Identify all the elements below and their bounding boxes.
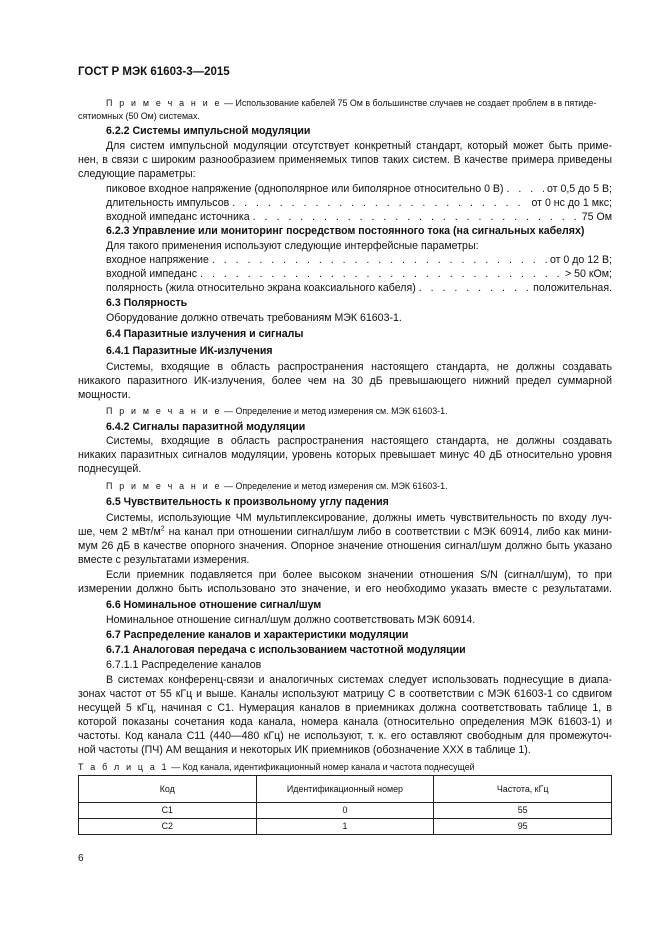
- table-cell: С2: [79, 819, 257, 835]
- parameter-value: 75 Ом: [581, 211, 612, 223]
- parameter-value: положительная.: [533, 282, 612, 294]
- note-label: П р и м е ч а н и е: [106, 406, 222, 416]
- section-heading-6-5: 6.5 Чувствительность к произвольному углу падения: [106, 496, 389, 508]
- paragraph-line: мум 26 дБ в качестве опорного значения. Опорное значение отношения сигнал/шум должно быть указано: [78, 540, 612, 552]
- parameter-value: от 0 нс до 1 мкс;: [531, 197, 612, 209]
- paragraph-line: Системы, входящие в область распространения настоящего стандарта, не должны создавать: [106, 361, 612, 373]
- parameter-value: от 0 до 12 В;: [549, 254, 612, 266]
- column-header: Идентификационный номер: [256, 776, 434, 803]
- table-row: [79, 819, 612, 835]
- paragraph-line: измерении должно быть использовано это значение, и его необходимо указать вместе с результатами.: [78, 583, 612, 595]
- note-paragraph: [106, 479, 448, 494]
- section-heading-6-7-1: 6.7.1 Аналоговая передача с использованием частотной модуляции: [106, 644, 466, 656]
- parameter-row: [106, 281, 612, 296]
- paragraph-line: Системы, входящие в область распространения настоящего стандарта, не должны создавать: [106, 435, 612, 447]
- paragraph-line: В системах конференц-связи и аналогичных системах следует использовать поднесущие в диапа-: [106, 674, 612, 686]
- paragraph-line: Оборудование должно отвечать требованиям МЭК 61603-1.: [106, 312, 402, 324]
- leader-dots: [419, 281, 530, 296]
- paragraph-line: нен, в связи с широким разнообразием применяемых типов таких систем. В качестве примера приведены: [78, 154, 612, 166]
- superscript: 2: [160, 525, 165, 533]
- leader-dots: [507, 182, 544, 197]
- note-text: — Определение и метод измерения см. МЭК 61603-1.: [221, 406, 448, 416]
- table-caption-text: — Код канала, идентификационный номер канала и частота поднесущей: [168, 762, 475, 772]
- channel-table: [78, 775, 612, 835]
- note-text: — Определение и метод измерения см. МЭК 61603-1.: [221, 481, 448, 491]
- leader-dots: [253, 210, 579, 225]
- section-heading-6-3: 6.3 Полярность: [106, 297, 188, 309]
- section-heading-6-6: 6.6 Номинальное отношение сигнал/шум: [106, 599, 322, 611]
- paragraph-line: ной частоты (ПЧ) АМ вещания и некоторых ИК приемников (обозначение ХХХ в таблице 1).: [78, 744, 531, 756]
- section-heading-6-4-1: 6.4.1 Паразитные ИК-излучения: [106, 345, 273, 357]
- parameter-row: [106, 253, 612, 268]
- paragraph-line: частоты. Код канала С11 (440—480 кГц) не используют, т. к. его оставляют свободным для промежуточ-: [78, 730, 612, 742]
- parameter-name: входной импеданс источника: [106, 211, 250, 223]
- table-cell: 95: [434, 819, 612, 835]
- parameter-row: [106, 267, 612, 282]
- note-text: — Использование кабелей 75 Ом в большинстве случаев не создает проблем в в пятиде-: [221, 98, 597, 108]
- table-caption: [78, 760, 475, 775]
- paragraph-line: Системы, использующие ЧМ мультиплексирование, должны иметь чувствительность по входу луч-: [106, 512, 612, 524]
- paragraph-line: [78, 525, 612, 540]
- document-header: ГОСТ Р МЭК 61603-3—2015: [78, 66, 230, 78]
- paragraph-line: мощности.: [78, 389, 131, 401]
- leader-dots: [232, 196, 528, 211]
- column-header: Частота, кГц: [434, 776, 612, 803]
- paragraph-line: Номинальное отношение сигнал/шум должно соответствовать МЭК 60914.: [106, 614, 476, 626]
- paragraph-line: никаких паразитных сигналов модуляции, уровень которых превышает минус 40 дБ относительно уровня: [78, 449, 612, 461]
- table-cell: 1: [256, 819, 434, 835]
- paragraph-line: Если приемник подавляется при более высоком значении отношения S/N (сигнал/шум), то при: [106, 569, 612, 581]
- text-run: на канал при отношении сигнал/шум либо в соответствии с МЭК 60914, либо как мини-: [164, 526, 612, 538]
- table-caption-label: Т а б л и ц а 1: [78, 762, 169, 772]
- text-run: ше, чем 2 мВт/м: [78, 526, 161, 538]
- table-cell: 0: [256, 803, 434, 819]
- table-header-row: [79, 776, 612, 803]
- section-heading-6-7: 6.7 Распределение каналов и характеристики модуляции: [106, 629, 409, 641]
- paragraph-line: поднесущей.: [78, 463, 142, 475]
- paragraph-line: никакого паразитного ИК-излучения, более чем на 30 дБ превышающего нижний предел суммарной: [78, 375, 612, 387]
- note-label: П р и м е ч а н и е: [106, 481, 222, 491]
- parameter-name: длительность импульсов: [106, 197, 230, 209]
- section-heading-6-4-2: 6.4.2 Сигналы паразитной модуляции: [106, 421, 306, 433]
- section-heading-6-2-3: 6.2.3 Управление или мониторинг посредством постоянного тока (на сигнальных кабелях): [106, 225, 585, 237]
- section-heading-6-2-2: 6.2.2 Системы импульсной модуляции: [106, 125, 311, 137]
- leader-dots: [200, 267, 562, 282]
- parameter-value: от 0,5 до 5 В;: [547, 183, 612, 195]
- parameter-row: [106, 182, 612, 197]
- paragraph-line: несущей 5 кГц, начиная с С1. Нумерация каналов в приемниках должна соответствовать таблице 1, в: [78, 702, 612, 714]
- parameter-row: [106, 210, 612, 225]
- note-paragraph: [106, 404, 448, 419]
- parameter-name: входной импеданс: [106, 268, 198, 280]
- page-number: 6: [78, 853, 84, 864]
- table-cell: 55: [434, 803, 612, 819]
- section-heading-6-4: 6.4 Паразитные излучения и сигналы: [106, 328, 304, 340]
- paragraph-line: Для такого применения используют следующие интерфейсные параметры:: [106, 240, 479, 252]
- section-heading-6-7-1-1: 6.7.1.1 Распределение каналов: [106, 659, 262, 671]
- table-row: [79, 803, 612, 819]
- paragraph-line: которой показаны сочетания кода канала, номера канала (относительно определения МЭК 61603-1) и: [78, 716, 612, 728]
- paragraph-line: вместе с результатами измерения.: [78, 554, 250, 566]
- parameter-row: [106, 196, 612, 211]
- parameter-name: полярность (жила относительно экрана коаксиального кабеля): [106, 282, 416, 294]
- note-label: П р и м е ч а н и е: [106, 98, 222, 108]
- leader-dots: [212, 253, 547, 268]
- note-continuation: сятиомных (50 Ом) системах.: [78, 111, 200, 121]
- parameter-name: входное напряжение: [106, 254, 209, 266]
- table-cell: С1: [79, 803, 257, 819]
- paragraph-line: Для систем импульсной модуляции отсутствует конкретный стандарт, который может быть приме-: [106, 140, 612, 152]
- column-header: Код: [79, 776, 257, 803]
- paragraph-line: следующие параметры:: [78, 168, 196, 180]
- parameter-name: пиковое входное напряжение (однополярное или биполярное относительно 0 В): [106, 183, 504, 195]
- paragraph-line: зонах частот от 55 кГц и выше. Каналы используют матрицу С в соответствии с МЭК 61603-1 со сдвигом: [78, 688, 612, 700]
- parameter-value: > 50 кОм;: [565, 268, 612, 280]
